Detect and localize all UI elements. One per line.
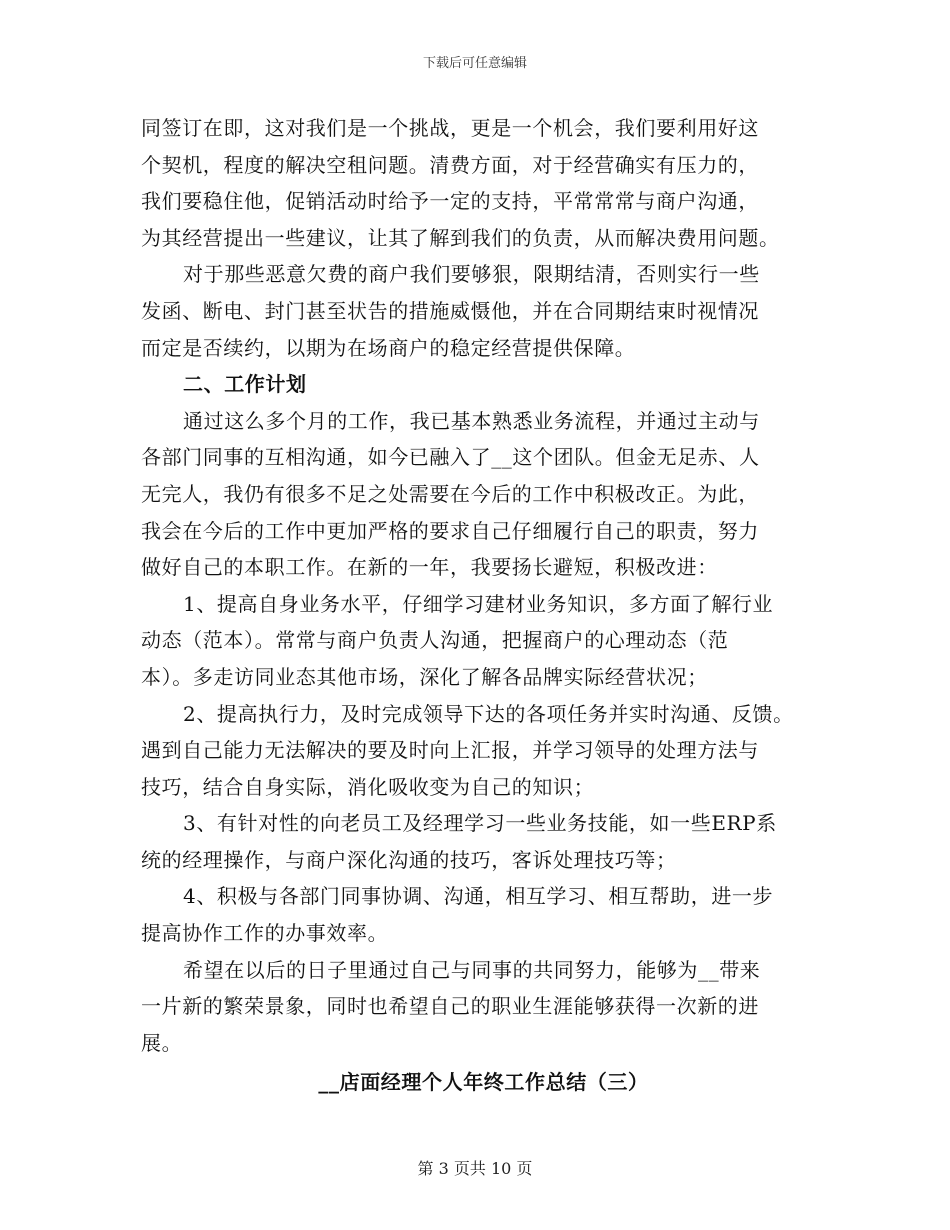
text-line: 提高协作工作的办事效率。 [141, 921, 389, 946]
text-line: 展。 [141, 1030, 183, 1055]
text-line: 发函、断电、封门甚至状告的措施威慑他，并在合同期结束时视情况 [141, 298, 759, 323]
section-heading: 二、工作计划 [183, 372, 307, 397]
paragraph-first-line: 3、有针对性的向老员工及经理学习一些业务技能，如一些ERP系 [183, 811, 777, 836]
text-line: 动态（范本）。常常与商户负责人沟通，把握商户的心理动态（范 [141, 628, 729, 653]
paragraph-first-line: 通过这么多个月的工作，我已基本熟悉业务流程，并通过主动与 [183, 408, 760, 433]
text-line: 做好自己的本职工作。在新的一年，我要扬长避短，积极改进： [141, 555, 718, 580]
text-line: 我会在今后的工作中更加严格的要求自己仔细履行自己的职责，努力 [141, 518, 759, 543]
text-line: 为其经营提出一些建议，让其了解到我们的负责，从而解决费用问题。 [141, 225, 780, 250]
paragraph-first-line: 希望在以后的日子里通过自己与同事的共同努力，能够为__带来 [183, 957, 761, 982]
paragraph-first-line: 2、提高执行力，及时完成领导下达的各项任务并实时沟通、反馈。 [183, 701, 794, 726]
text-line: 本）。多走访同业态其他市场，深化了解各品牌实际经营状况； [141, 664, 708, 689]
page-footer: 第 3 页共 10 页 [417, 1159, 533, 1178]
text-line: 各部门同事的互相沟通，如今已融入了__这个团队。但金无足赤、人 [141, 445, 760, 470]
text-line: 我们要稳住他，促销活动时给予一定的支持，平常常常与商户沟通， [141, 189, 759, 214]
section-title: __店面经理个人年终工作总结（三） [318, 1070, 649, 1095]
text-line: 遇到自己能力无法解决的要及时向上汇报，并学习领导的处理方法与 [141, 738, 759, 763]
document-body [141, 110, 806, 1101]
text-line: 无完人，我仍有很多不足之处需要在今后的工作中积极改正。为此， [141, 481, 759, 506]
text-line: 个契机，程度的解决空租问题。清费方面，对于经营确实有压力的， [141, 152, 759, 177]
paragraph-first-line: 4、积极与各部门同事协调、沟通，相互学习、相互帮助，进一步 [183, 884, 774, 909]
text-line: 而定是否续约，以期为在场商户的稳定经营提供保障。 [141, 335, 636, 360]
text-line: 一片新的繁荣景象，同时也希望自己的职业生涯能够获得一次新的进 [141, 994, 759, 1019]
text-line: 统的经理操作，与商户深化沟通的技巧，客诉处理技巧等； [141, 847, 677, 872]
paragraph-first-line: 1、提高自身业务水平，仔细学习建材业务知识，多方面了解行业 [183, 591, 774, 616]
text-line: 同签订在即，这对我们是一个挑战，更是一个机会，我们要利用好这 [141, 116, 759, 140]
text-line: 技巧，结合自身实际，消化吸收变为自己的知识； [141, 774, 595, 799]
page-header: 下载后可任意编辑 [422, 56, 527, 71]
paragraph-first-line: 对于那些恶意欠费的商户我们要够狠，限期结清，否则实行一些 [183, 262, 760, 287]
